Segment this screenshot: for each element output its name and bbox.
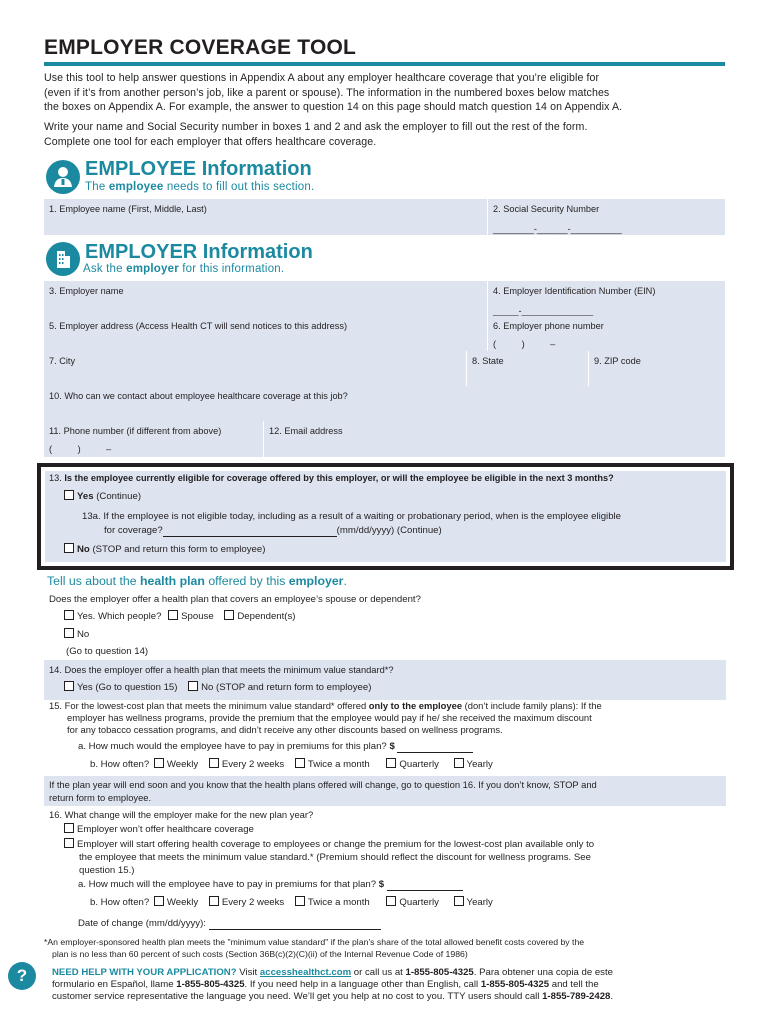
employer-phone-field[interactable]: [488, 316, 726, 351]
spouse-checkbox[interactable]: [168, 610, 178, 620]
q15-every2-checkbox[interactable]: [209, 758, 219, 768]
q16-option-2: Employer will start offering health coverage to employees or change the premium for the lowest-cost plan available only to the employee that meets the minimum value standard.* (Premium should reflect the discount for wellness programs. See question 15.): [64, 838, 724, 877]
q16-weekly-checkbox[interactable]: [154, 896, 164, 906]
spouse-question: Does the employer offer a health plan that covers an employee’s spouse or dependent?: [49, 594, 421, 605]
intro-line: the boxes on Appendix A. For example, the answer to question 14 on this page should match question 14 on Appendix A.: [44, 101, 623, 113]
spouse-no-row: No: [64, 628, 89, 641]
footnote: *An employer-sponsored health plan meets the "minimum value standard" if the plan’s share of the total allowed benefit costs covered by the plan is no less than 60 percent of such costs (Section 36B(c)(2)(C)(ii) of the Internal Revenue Code of 1986): [44, 937, 585, 959]
q16-twice-checkbox[interactable]: [295, 896, 305, 906]
employer-address-field[interactable]: [44, 316, 488, 351]
goto-14-note: (Go to question 14): [66, 646, 149, 657]
employer-section-title: EMPLOYER Information: [85, 241, 313, 263]
field-label: 2. Social Security Number: [493, 204, 600, 214]
question-13-text: 13. Is the employee currently eligible for coverage offered by this employer, or will the employee be eligible in the next 3 months?: [49, 473, 614, 483]
field-label: 1. Employee name (First, Middle, Last): [49, 204, 207, 214]
q15-quarterly-checkbox[interactable]: [386, 758, 396, 768]
q15b-frequency: b. How often? Weekly Every 2 weeks Twice a month Quarterly Yearly: [90, 759, 493, 770]
q13-no-checkbox[interactable]: [64, 543, 74, 553]
q15-yearly-checkbox[interactable]: [454, 758, 464, 768]
q16b-frequency: b. How often? Weekly Every 2 weeks Twice a month Quarterly Yearly: [90, 897, 493, 908]
field-label: 3. Employer name: [49, 286, 124, 296]
q15a-amount-line[interactable]: [397, 752, 473, 753]
contact-field[interactable]: [44, 386, 726, 421]
question-16-text: 16. What change will the employer make for the new plan year?: [49, 809, 314, 820]
state-field[interactable]: [467, 351, 589, 386]
field-label: 10. Who can we contact about employee healthcare coverage at this job?: [49, 391, 348, 401]
ssn-field[interactable]: [488, 199, 726, 235]
phone-format: ( ) –: [493, 339, 556, 349]
q16a-amount-line[interactable]: [387, 890, 463, 891]
date-of-change[interactable]: Date of change (mm/dd/yyyy):: [78, 917, 381, 930]
intro-line: Use this tool to help answer questions in Appendix A about any employer healthcare coverage that you’re eligible for: [44, 72, 600, 84]
employer-name-field[interactable]: [44, 281, 488, 316]
q16a-premium[interactable]: a. How much will the employee have to pay in premiums for that plan? $: [78, 878, 463, 891]
employee-section-title: EMPLOYEE Information: [85, 158, 312, 180]
ein-format: _____-______________: [493, 306, 594, 316]
intro-line: (even if it’s from another person’s job, like a parent or spouse). The information in the numbered boxes below matches: [44, 86, 610, 99]
field-label: 5. Employer address (Access Health CT will send notices to this address): [49, 321, 348, 331]
zip-field[interactable]: [589, 351, 726, 386]
q16-change-checkbox[interactable]: [64, 838, 74, 848]
city-field[interactable]: [44, 351, 467, 386]
q16-quarterly-checkbox[interactable]: [386, 896, 396, 906]
q16-option-1: Employer won’t offer healthcare coverage: [64, 823, 254, 836]
email-field[interactable]: [264, 421, 726, 457]
field-label: 12. Email address: [269, 426, 343, 436]
field-label: 7. City: [49, 356, 76, 366]
q15-twice-checkbox[interactable]: [295, 758, 305, 768]
dependents-checkbox[interactable]: [224, 610, 234, 620]
q14-options: Yes (Go to question 15) No (STOP and return form to employee): [64, 681, 371, 694]
help-icon: ?: [8, 962, 36, 990]
intro-paragraph-1: [44, 71, 728, 115]
ssn-format: ________-______-__________: [493, 224, 622, 234]
spouse-yes-row: Yes. Which people? Spouse Dependent(s): [64, 610, 295, 623]
employee-section-subtitle: The employee needs to fill out this section.: [85, 181, 315, 193]
q14-no-checkbox[interactable]: [188, 681, 198, 691]
help-text: NEED HELP WITH YOUR APPLICATION? Visit accesshealthct.com or call us at 1-855-805-4325. Para obtener una copia de este formulario en Español, llame 1-855-805-4325. If you need help in a language other than English, call 1-855-805-4325 and tell the customer service representative the language you need. We’ll get you help at no cost to you. TTY users should call 1-855-789-2428.: [52, 967, 614, 1002]
question-14-text: 14. Does the employer offer a health plan that meets the minimum value standard*?: [49, 665, 394, 675]
phone-format: ( ) –: [49, 444, 112, 454]
q15a-premium[interactable]: a. How much would the employee have to pay in premiums for this plan? $: [78, 740, 473, 753]
q15-weekly-checkbox[interactable]: [154, 758, 164, 768]
q13a-date-line[interactable]: [163, 536, 337, 537]
yes-which-checkbox[interactable]: [64, 610, 74, 620]
question-15-text: 15. For the lowest-cost plan that meets the minimum value standard* offered only to the employee (don’t include family plans): If the employer has wellness programs, provide the premium that the employee would pay if he/ she received the maximum discount for any tobacco cessation programs, and didn’t receive any other discounts based on wellness programs.: [49, 700, 602, 735]
employer-section-subtitle: Ask the employer for this information.: [83, 263, 285, 275]
q13-no-option[interactable]: No (STOP and return this form to employee): [64, 543, 265, 556]
title-rule: [44, 62, 725, 66]
field-label: 6. Employer phone number: [493, 321, 604, 331]
page-title: EMPLOYER COVERAGE TOOL: [44, 36, 357, 59]
contact-phone-field[interactable]: [44, 421, 264, 457]
q13a-text: 13a. If the employee is not eligible today, including as a result of a waiting or probationary period, when is the employee eligible: [82, 511, 621, 522]
q16-yearly-checkbox[interactable]: [454, 896, 464, 906]
field-label: 11. Phone number (if different from above): [49, 426, 222, 436]
intro-paragraph-2: [44, 120, 728, 149]
spouse-no-checkbox[interactable]: [64, 628, 74, 638]
q16-every2-checkbox[interactable]: [209, 896, 219, 906]
field-label: 8. State: [472, 356, 504, 366]
ein-field[interactable]: [488, 281, 726, 316]
date-of-change-line[interactable]: [209, 929, 381, 930]
intro-line: Complete one tool for each employer that offers healthcare coverage.: [44, 135, 377, 148]
q13a-date[interactable]: for coverage? (mm/dd/yyyy) (Continue): [104, 525, 442, 536]
employee-name-field[interactable]: [44, 199, 488, 235]
q16-no-coverage-checkbox[interactable]: [64, 823, 74, 833]
q13-yes-option[interactable]: Yes (Continue): [64, 490, 141, 503]
health-plan-heading: Tell us about the health plan offered by this employer.: [47, 574, 347, 588]
q13-yes-checkbox[interactable]: [64, 490, 74, 500]
q14-yes-checkbox[interactable]: [64, 681, 74, 691]
field-label: 4. Employer Identification Number (EIN): [493, 286, 656, 296]
field-label: 9. ZIP code: [594, 356, 641, 366]
person-icon: [46, 160, 80, 194]
building-icon: [46, 242, 80, 276]
plan-year-note: If the plan year will end soon and you know that the health plans offered will change, go to question 16. If you don’t know, STOP and return form to employee.: [49, 779, 597, 803]
intro-line: Write your name and Social Security number in boxes 1 and 2 and ask the employer to fill out the rest of the form.: [44, 121, 588, 133]
website-link[interactable]: accesshealthct.com: [259, 967, 352, 978]
